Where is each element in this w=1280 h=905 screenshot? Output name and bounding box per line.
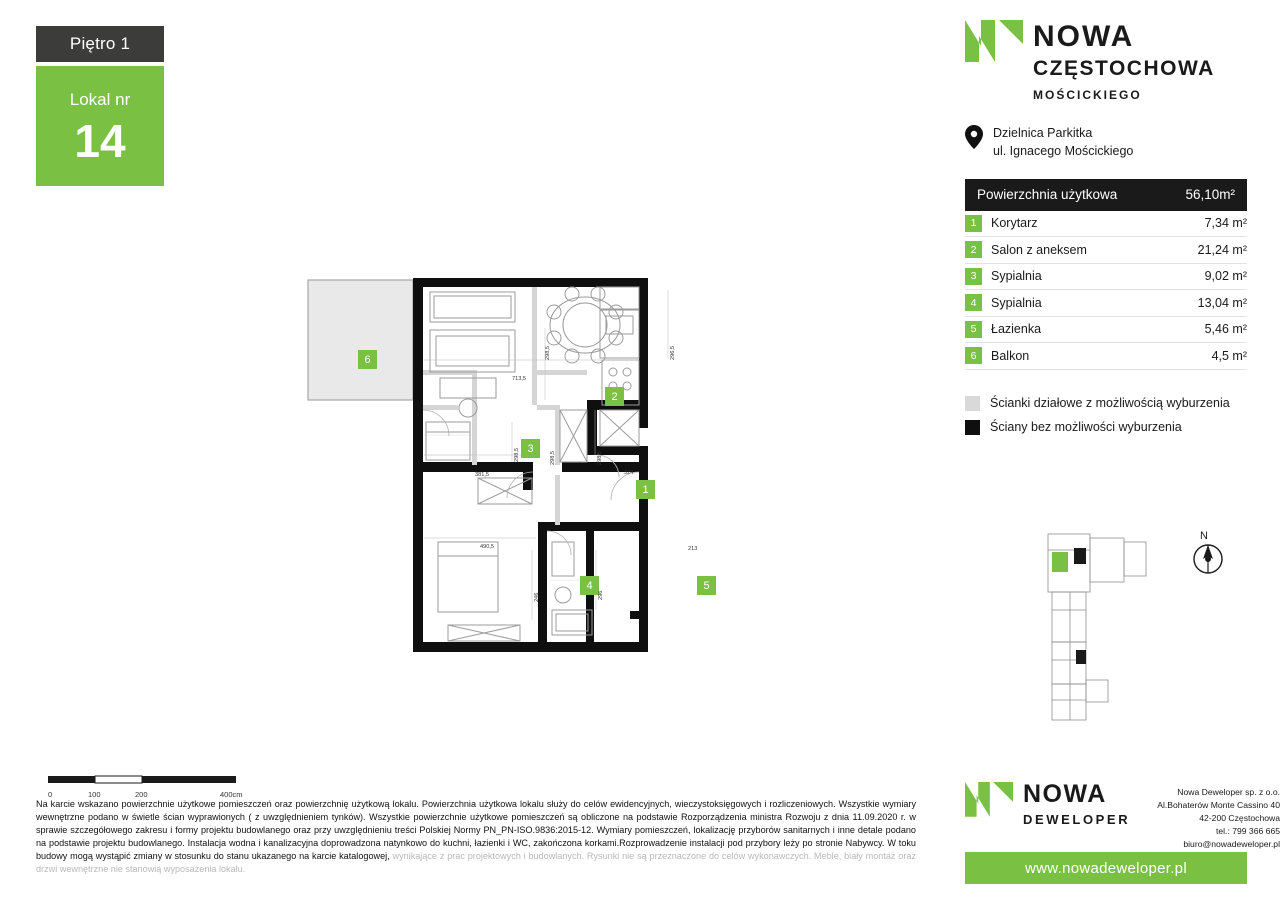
legend-swatch-black xyxy=(965,420,980,435)
room-index: 6 xyxy=(965,347,982,364)
room-name: Sypialnia xyxy=(991,295,1042,310)
room-index: 2 xyxy=(965,241,982,258)
unit-badge xyxy=(36,66,164,186)
brand-header xyxy=(965,20,1247,102)
room-area: 21,24 m² xyxy=(1197,242,1247,257)
floor-badge xyxy=(36,26,164,62)
room-row xyxy=(965,290,1247,317)
total-area-label: Powierzchnia użytkowa xyxy=(977,187,1118,202)
info-panel xyxy=(965,20,1247,444)
room-row xyxy=(965,264,1247,291)
company-email: biuro@nowadeweloper.pl xyxy=(1183,838,1280,849)
room-area: 5,46 m² xyxy=(1204,322,1247,337)
plan-dim-713: 713,5 xyxy=(512,376,526,382)
website-bar[interactable] xyxy=(965,852,1247,884)
room-index: 3 xyxy=(965,268,982,285)
disclaimer-text-faded: wynikające z prac projektowych i budowlanych. Rysunki nie są przeznaczone do celów wykonawczych. Meble, biały montaż oraz drzwi wewnętrzne nie stanowią wyposażenia lokalu. xyxy=(36,850,916,874)
floor-label: Piętro 1 xyxy=(69,34,131,53)
plan-room-badge-2: 2 xyxy=(605,387,624,406)
plan-dim-v7: 296 xyxy=(598,590,604,600)
legend-text-grey: Ścianki działowe z możliwością wyburzenia xyxy=(990,396,1230,410)
plan-room-badge-4: 4 xyxy=(580,576,599,595)
room-index: 4 xyxy=(965,294,982,311)
building-key-plan xyxy=(1030,530,1170,730)
floor-plan xyxy=(300,250,780,680)
company-city: 42-200 Częstochowa xyxy=(1199,812,1280,823)
total-area-value: 56,10m² xyxy=(1185,187,1235,202)
room-name: Korytarz xyxy=(991,216,1038,231)
plan-geometry xyxy=(308,278,668,652)
room-name: Salon z aneksem xyxy=(991,242,1087,257)
plan-room-badge-6: 6 xyxy=(358,350,377,369)
room-name: Łazienka xyxy=(991,322,1042,337)
unit-label: Lokal nr xyxy=(69,90,131,109)
legend-row-demolishable xyxy=(965,396,1247,411)
room-area: 13,04 m² xyxy=(1197,295,1247,310)
company-street: Al.Bohaterów Monte Cassino 40 xyxy=(1157,799,1280,810)
legend-row-structural xyxy=(965,420,1247,435)
address-line-2: ul. Ignacego Mościckiego xyxy=(993,144,1134,159)
room-row xyxy=(965,211,1247,238)
plan-dim-v6: 246 xyxy=(534,592,540,602)
wall-legend xyxy=(965,396,1247,435)
compass-north-label: N xyxy=(1200,530,1208,542)
room-name: Sypialnia xyxy=(991,269,1042,284)
plan-dim-490: 490,5 xyxy=(480,544,494,550)
scale-tick-0: 0 xyxy=(48,790,53,799)
room-row xyxy=(965,317,1247,344)
nowa-logo-mark-icon xyxy=(965,20,1023,78)
unit-number: 14 xyxy=(74,115,126,167)
room-index: 5 xyxy=(965,321,982,338)
plan-dim-324: 324 xyxy=(624,470,634,476)
room-area: 9,02 m² xyxy=(1204,269,1247,284)
footer-brand xyxy=(965,782,1130,830)
plan-dim-381: 381,5 xyxy=(475,472,489,478)
legal-disclaimer xyxy=(36,798,916,875)
plan-room-badge-3: 3 xyxy=(521,439,540,458)
scale-tick-400: 400cm xyxy=(220,790,243,799)
plan-dim-v2: 298,5 xyxy=(550,451,556,465)
room-list xyxy=(965,211,1247,370)
disclaimer-text: Na karcie wskazano powierzchnie użytkowe pomieszczeń oraz powierzchnię użytkową lokalu. Powierzchnia użytkowa lokalu służy do celów ewidencyjnych, wieczystoksięgowych i rozliczeniowych. Wszystkie wymiary wewnętrzne podano w świetle ścian wyprawionych ( z uwzględnieniem tynków). Wszystkie powierzchnie użytkowe pomieszczeń są obliczone na podstawie Rozporządzenia ministra Rozwoju z dnia 11.09.2020 r. w sprawie szczegółowego zakresu i formy projektu budowlanego oraz przy uwzględnieniu treści Polskiej Normy PN_PN-ISO.9836:2015-12. Wymiary pomieszczeń, lokalizację przyborów sanitarnych i inne detale podano na podstawie projektu budowlanego. Instalacja wodna i kanalizacyjna doprowadzona natynkowo do kuchni, łazienki i WC, zakończona korkami.Rozprowadzenie instalacji pod przybory leży po stronie Nabywcy. W toku budowy mogą wystąpić zmiany w stosunku do stanu ukazanego na karcie katalogowej, xyxy=(36,799,916,861)
total-area-header xyxy=(965,179,1247,211)
brand-line-2: CZĘSTOCHOWA xyxy=(1033,57,1215,80)
plan-dim-v3: 296,5 xyxy=(670,346,676,360)
nowa-logo-mark-icon-footer xyxy=(965,782,1013,830)
company-name: Nowa Deweloper sp. z o.o. xyxy=(1177,787,1280,797)
address-block xyxy=(965,124,1247,160)
footer-brand-line-2: DEWELOPER xyxy=(1023,812,1131,827)
legend-swatch-grey xyxy=(965,396,980,411)
room-index: 1 xyxy=(965,215,982,232)
room-area: 4,5 m² xyxy=(1211,348,1247,363)
address-line-1: Dzielnica Parkitka xyxy=(993,126,1093,141)
compass-rose xyxy=(1185,532,1231,578)
company-details xyxy=(1120,786,1280,850)
company-phone: tel.: 799 366 665 xyxy=(1215,825,1280,836)
plan-dim-v4: 298,5 xyxy=(597,451,603,465)
room-row xyxy=(965,237,1247,264)
room-row xyxy=(965,343,1247,370)
room-name: Balkon xyxy=(991,348,1030,363)
plan-room-badge-1: 1 xyxy=(636,480,655,499)
scale-tick-100: 100 xyxy=(88,790,101,799)
plan-room-badge-5: 5 xyxy=(697,576,716,595)
plan-dim-v5: 298,5 xyxy=(514,448,520,462)
legend-text-black: Ściany bez możliwości wyburzenia xyxy=(990,420,1182,434)
footer-brand-line-1: NOWA xyxy=(1023,780,1107,808)
room-area: 7,34 m² xyxy=(1204,216,1247,231)
map-pin-icon xyxy=(965,125,983,149)
website-url: www.nowadeweloper.pl xyxy=(1025,859,1187,877)
plan-dim-v1: 298,5 xyxy=(545,346,551,360)
brand-line-3: MOŚCICKIEGO xyxy=(1033,88,1142,103)
plan-dim-213: 213 xyxy=(688,546,698,552)
scale-tick-200: 200 xyxy=(135,790,148,799)
brand-line-1: NOWA xyxy=(1033,20,1135,53)
